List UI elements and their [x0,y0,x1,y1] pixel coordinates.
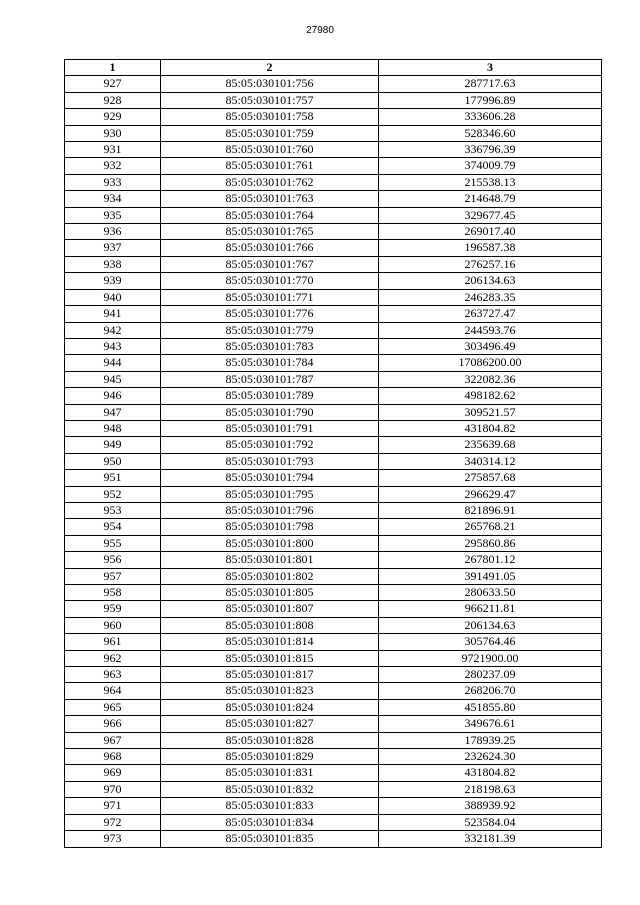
value-cell: 214648.79 [379,191,602,207]
row-number-cell: 954 [65,519,161,535]
value-cell: 206134.63 [379,617,602,633]
table-row [65,453,602,469]
cadastral-number-cell: 85:05:030101:796 [161,502,379,518]
cadastral-number-cell: 85:05:030101:757 [161,92,379,108]
table-row [65,355,602,371]
row-number-cell: 929 [65,109,161,125]
cadastral-number-cell: 85:05:030101:760 [161,142,379,158]
row-number-cell: 959 [65,601,161,617]
table-row [65,158,602,174]
value-cell: 966211.81 [379,601,602,617]
row-number-cell: 960 [65,617,161,633]
row-number-cell: 964 [65,683,161,699]
value-cell: 206134.63 [379,273,602,289]
cadastral-number-cell: 85:05:030101:823 [161,683,379,699]
value-cell: 235639.68 [379,437,602,453]
value-cell: 329677.45 [379,207,602,223]
row-number-cell: 928 [65,92,161,108]
cadastral-number-cell: 85:05:030101:828 [161,732,379,748]
table-row [65,470,602,486]
cadastral-number-cell: 85:05:030101:763 [161,191,379,207]
cadastral-number-cell: 85:05:030101:789 [161,388,379,404]
table-row [65,617,602,633]
page-number: 27980 [306,25,334,36]
table-row [65,667,602,683]
table-row [65,256,602,272]
value-cell: 269017.40 [379,224,602,240]
row-number-cell: 972 [65,814,161,830]
table-row [65,224,602,240]
table-row [65,683,602,699]
row-number-cell: 958 [65,585,161,601]
row-number-cell: 941 [65,306,161,322]
row-number-cell: 940 [65,289,161,305]
cadastral-number-cell: 85:05:030101:831 [161,765,379,781]
cadastral-number-cell: 85:05:030101:790 [161,404,379,420]
row-number-cell: 963 [65,667,161,683]
table-row [65,634,602,650]
cadastral-number-cell: 85:05:030101:779 [161,322,379,338]
row-number-cell: 952 [65,486,161,502]
cadastral-number-cell: 85:05:030101:783 [161,338,379,354]
table-row [65,191,602,207]
row-number-cell: 966 [65,716,161,732]
cadastral-number-cell: 85:05:030101:832 [161,781,379,797]
cadastral-number-cell: 85:05:030101:791 [161,420,379,436]
value-cell: 244593.76 [379,322,602,338]
table-row [65,765,602,781]
value-cell: 374009.79 [379,158,602,174]
row-number-cell: 970 [65,781,161,797]
cadastral-number-cell: 85:05:030101:827 [161,716,379,732]
value-cell: 388939.92 [379,798,602,814]
row-number-cell: 939 [65,273,161,289]
table-row [65,420,602,436]
value-cell: 265768.21 [379,519,602,535]
cadastral-number-cell: 85:05:030101:793 [161,453,379,469]
cadastral-number-cell: 85:05:030101:767 [161,256,379,272]
cadastral-number-cell: 85:05:030101:835 [161,831,379,847]
column-header-2: 2 [161,60,379,76]
value-cell: 333606.28 [379,109,602,125]
registry-table [64,59,602,848]
cadastral-number-cell: 85:05:030101:762 [161,174,379,190]
row-number-cell: 946 [65,388,161,404]
value-cell: 263727.47 [379,306,602,322]
cadastral-number-cell: 85:05:030101:756 [161,76,379,92]
row-number-cell: 938 [65,256,161,272]
value-cell: 336796.39 [379,142,602,158]
cadastral-number-cell: 85:05:030101:758 [161,109,379,125]
cadastral-number-cell: 85:05:030101:765 [161,224,379,240]
row-number-cell: 973 [65,831,161,847]
cadastral-number-cell: 85:05:030101:761 [161,158,379,174]
value-cell: 349676.61 [379,716,602,732]
value-cell: 287717.63 [379,76,602,92]
table-row [65,76,602,92]
value-cell: 280633.50 [379,585,602,601]
table-row [65,716,602,732]
table-row [65,371,602,387]
row-number-cell: 942 [65,322,161,338]
value-cell: 17086200.00 [379,355,602,371]
row-number-cell: 956 [65,552,161,568]
row-number-cell: 953 [65,502,161,518]
cadastral-number-cell: 85:05:030101:770 [161,273,379,289]
value-cell: 276257.16 [379,256,602,272]
column-header-1: 1 [65,60,161,76]
cadastral-number-cell: 85:05:030101:787 [161,371,379,387]
cadastral-number-cell: 85:05:030101:808 [161,617,379,633]
table-row [65,552,602,568]
value-cell: 296629.47 [379,486,602,502]
table-row [65,699,602,715]
table-row [65,322,602,338]
table-row [65,207,602,223]
value-cell: 322082.36 [379,371,602,387]
value-cell: 178939.25 [379,732,602,748]
row-number-cell: 971 [65,798,161,814]
table-row [65,92,602,108]
table-header-row [65,60,602,76]
cadastral-number-cell: 85:05:030101:764 [161,207,379,223]
row-number-cell: 931 [65,142,161,158]
row-number-cell: 968 [65,749,161,765]
row-number-cell: 943 [65,338,161,354]
row-number-cell: 947 [65,404,161,420]
table-row [65,781,602,797]
column-header-3: 3 [379,60,602,76]
cadastral-number-cell: 85:05:030101:766 [161,240,379,256]
value-cell: 821896.91 [379,502,602,518]
row-number-cell: 965 [65,699,161,715]
table-row [65,568,602,584]
cadastral-number-cell: 85:05:030101:801 [161,552,379,568]
table-row [65,240,602,256]
table-row [65,109,602,125]
cadastral-number-cell: 85:05:030101:807 [161,601,379,617]
cadastral-number-cell: 85:05:030101:800 [161,535,379,551]
cadastral-number-cell: 85:05:030101:817 [161,667,379,683]
value-cell: 280237.09 [379,667,602,683]
cadastral-number-cell: 85:05:030101:792 [161,437,379,453]
table-row [65,273,602,289]
cadastral-number-cell: 85:05:030101:795 [161,486,379,502]
row-number-cell: 967 [65,732,161,748]
row-number-cell: 949 [65,437,161,453]
value-cell: 332181.39 [379,831,602,847]
row-number-cell: 934 [65,191,161,207]
cadastral-number-cell: 85:05:030101:776 [161,306,379,322]
cadastral-number-cell: 85:05:030101:759 [161,125,379,141]
table-row [65,306,602,322]
row-number-cell: 961 [65,634,161,650]
value-cell: 431804.82 [379,420,602,436]
table-row [65,388,602,404]
table-row [65,831,602,847]
table-row [65,519,602,535]
row-number-cell: 969 [65,765,161,781]
table-row [65,814,602,830]
cadastral-number-cell: 85:05:030101:805 [161,585,379,601]
table-row [65,437,602,453]
value-cell: 391491.05 [379,568,602,584]
value-cell: 267801.12 [379,552,602,568]
table-row [65,125,602,141]
cadastral-number-cell: 85:05:030101:829 [161,749,379,765]
row-number-cell: 932 [65,158,161,174]
cadastral-number-cell: 85:05:030101:824 [161,699,379,715]
value-cell: 498182.62 [379,388,602,404]
row-number-cell: 955 [65,535,161,551]
value-cell: 218198.63 [379,781,602,797]
value-cell: 528346.60 [379,125,602,141]
table-row [65,732,602,748]
row-number-cell: 944 [65,355,161,371]
value-cell: 295860.86 [379,535,602,551]
value-cell: 275857.68 [379,470,602,486]
value-cell: 431804.82 [379,765,602,781]
row-number-cell: 933 [65,174,161,190]
row-number-cell: 962 [65,650,161,666]
row-number-cell: 951 [65,470,161,486]
cadastral-number-cell: 85:05:030101:794 [161,470,379,486]
cadastral-number-cell: 85:05:030101:833 [161,798,379,814]
value-cell: 523584.04 [379,814,602,830]
table-row [65,289,602,305]
value-cell: 177996.89 [379,92,602,108]
row-number-cell: 948 [65,420,161,436]
value-cell: 309521.57 [379,404,602,420]
table-row [65,601,602,617]
table-row [65,749,602,765]
value-cell: 303496.49 [379,338,602,354]
value-cell: 9721900.00 [379,650,602,666]
value-cell: 215538.13 [379,174,602,190]
cadastral-number-cell: 85:05:030101:802 [161,568,379,584]
table-row [65,535,602,551]
value-cell: 451855.80 [379,699,602,715]
table-row [65,502,602,518]
table-row [65,585,602,601]
value-cell: 268206.70 [379,683,602,699]
table-row [65,404,602,420]
row-number-cell: 957 [65,568,161,584]
table-row [65,142,602,158]
table-row [65,338,602,354]
row-number-cell: 930 [65,125,161,141]
row-number-cell: 935 [65,207,161,223]
value-cell: 196587.38 [379,240,602,256]
row-number-cell: 950 [65,453,161,469]
row-number-cell: 945 [65,371,161,387]
value-cell: 246283.35 [379,289,602,305]
cadastral-number-cell: 85:05:030101:771 [161,289,379,305]
table-body [65,76,602,847]
value-cell: 232624.30 [379,749,602,765]
row-number-cell: 937 [65,240,161,256]
table-row [65,486,602,502]
value-cell: 340314.12 [379,453,602,469]
cadastral-number-cell: 85:05:030101:814 [161,634,379,650]
table-row [65,798,602,814]
cadastral-number-cell: 85:05:030101:815 [161,650,379,666]
cadastral-number-cell: 85:05:030101:798 [161,519,379,535]
cadastral-number-cell: 85:05:030101:834 [161,814,379,830]
table-row [65,650,602,666]
row-number-cell: 936 [65,224,161,240]
table-row [65,174,602,190]
row-number-cell: 927 [65,76,161,92]
value-cell: 305764.46 [379,634,602,650]
cadastral-number-cell: 85:05:030101:784 [161,355,379,371]
